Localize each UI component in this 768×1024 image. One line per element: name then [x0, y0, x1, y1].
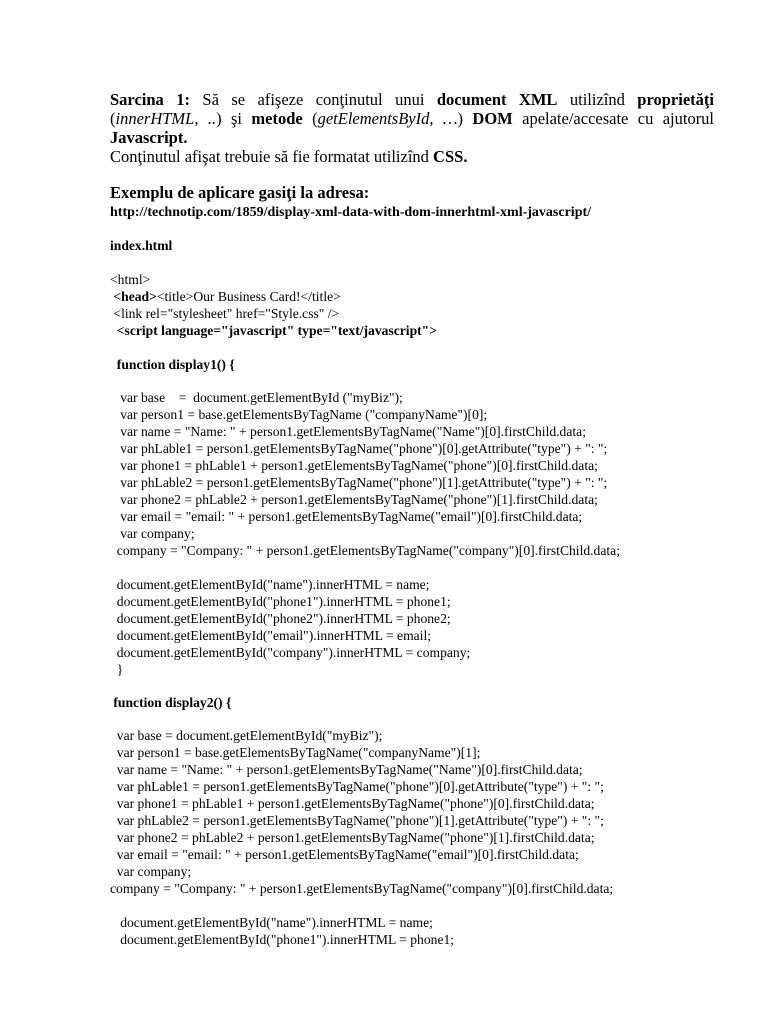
code-line: company = "Company: " + person1.getElementsByTagName("company")[0].firstChild.data; — [110, 881, 614, 896]
code-line: company = "Company: " + person1.getElementsByTagName("company")[0].firstChild.data; — [110, 543, 620, 558]
code-line: <html> — [110, 272, 151, 287]
task-text: ( — [110, 109, 116, 128]
task-text: ) — [457, 109, 473, 128]
code-line: var phLable2 = person1.getElementsByTagName("phone")[1].getAttribute("type") + ": "; — [110, 813, 604, 828]
function-display2-header: function display2() { — [110, 695, 232, 710]
task-text: utilizînd — [557, 90, 638, 109]
code-line: var phone1 = phLable1 + person1.getElementsByTagName("phone")[0].firstChild.data; — [110, 458, 598, 473]
task-text: Să se afişeze conţinutul unui — [189, 90, 437, 109]
code-head-tag: <head> — [110, 289, 157, 304]
code-line: <link rel="stylesheet" href="Style.css" /> — [110, 306, 340, 321]
code-line: var email = "email: " + person1.getElementsByTagName("email")[0].firstChild.data; — [110, 509, 583, 524]
code-line: var email = "email: " + person1.getElementsByTagName("email")[0].firstChild.data; — [110, 847, 579, 862]
code-line: var company; — [110, 864, 192, 879]
task-term-dom: DOM — [472, 109, 513, 128]
example-heading: Exemplu de aplicare gasiţi la adresa: — [110, 183, 370, 202]
code-line: <script language="javascript" type="text/javascript"> — [110, 323, 437, 338]
code-line: var phLable1 = person1.getElementsByTagName("phone")[0].getAttribute("type") + ": "; — [110, 779, 604, 794]
task-term-css: CSS. — [433, 147, 468, 166]
task-text: ) şi — [216, 109, 252, 128]
task-term-getelements: getElementsById, … — [317, 109, 458, 128]
task-term-innerhtml: innerHTML, .. — [115, 109, 217, 128]
code-line: document.getElementById("phone1").innerHTML = phone1; — [110, 594, 451, 609]
code-line: var phone2 = phLable2 + person1.getElementsByTagName("phone")[1].firstChild.data; — [110, 830, 595, 845]
code-line: var name = "Name: " + person1.getElementsByTagName("Name")[0].firstChild.data; — [110, 424, 586, 439]
code-line: var person1 = base.getElementsByTagName("companyName")[1]; — [110, 745, 481, 760]
code-line: var phone1 = phLable1 + person1.getElementsByTagName("phone")[0].firstChild.data; — [110, 796, 595, 811]
code-line: document.getElementById("phone2").innerHTML = phone2; — [110, 611, 451, 626]
task-label: Sarcina 1: — [110, 90, 190, 109]
code-line: document.getElementById("email").innerHTML = email; — [110, 628, 432, 643]
task-term-xml: document XML — [436, 90, 558, 109]
code-line: var phLable1 = person1.getElementsByTagName("phone")[0].getAttribute("type") + ": "; — [110, 441, 608, 456]
task-text: apelate/accesate cu ajutorul — [512, 109, 715, 128]
code-line: document.getElementById("name").innerHTML = name; — [110, 577, 430, 592]
code-line: var base = document.getElementById ("myBiz"); — [110, 390, 403, 405]
code-line — [110, 288, 714, 305]
example-url[interactable]: http://technotip.com/1859/display-xml-data-with-dom-innerhtml-xml-javascript/ — [110, 205, 592, 220]
function-display1-header: function display1() { — [110, 357, 235, 372]
code-line: document.getElementById("name").innerHTML = name; — [110, 915, 433, 930]
code-line: document.getElementById("phone1").innerHTML = phone1; — [110, 932, 455, 947]
task-term-methods: metode — [251, 109, 303, 128]
code-line: var company; — [110, 526, 195, 541]
code-line: var phone2 = phLable2 + person1.getElementsByTagName("phone")[1].firstChild.data; — [110, 492, 598, 507]
code-line: document.getElementById("company").innerHTML = company; — [110, 645, 471, 660]
code-line: var person1 = base.getElementsByTagName ("companyName")[0]; — [110, 407, 488, 422]
task-paragraph — [110, 90, 714, 166]
code-line: var base = document.getElementById("myBiz"); — [110, 728, 383, 743]
task-css-text: Conţinutul afişat trebuie să fie formatat utilizînd — [110, 147, 434, 166]
code-line: } — [110, 662, 124, 677]
code-line: var name = "Name: " + person1.getElementsByTagName("Name")[0].firstChild.data; — [110, 762, 583, 777]
code-title-tag: <title>Our Business Card!</title> — [156, 289, 341, 304]
file-label: index.html — [110, 238, 173, 253]
task-term-properties: proprietăţi — [637, 90, 714, 109]
code-line: var phLable2 = person1.getElementsByTagName("phone")[1].getAttribute("type") + ": "; — [110, 475, 608, 490]
task-term-javascript: Javascript. — [110, 128, 188, 147]
task-text: ( — [302, 109, 318, 128]
